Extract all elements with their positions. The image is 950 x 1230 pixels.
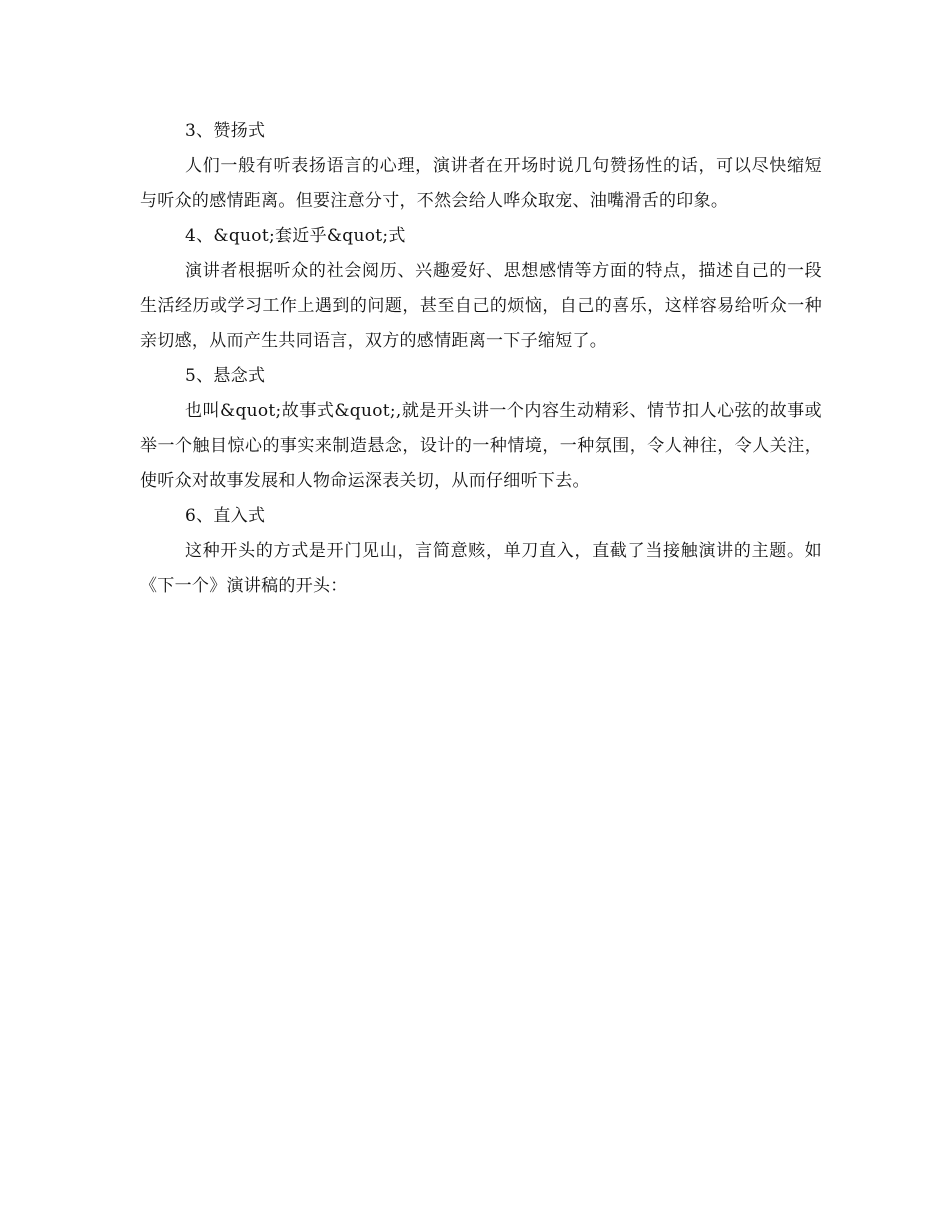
section-paragraph-5: 也叫&quot;故事式&quot;,就是开头讲一个内容生动精彩、情节扣人心弦的故事或举一个触目惊心的事实来制造悬念，设计的一种情境，一种氛围，令人神往，令人关注，使听众对故事发展和人物命运深表关切，从而仔细听下去。 (140, 401, 822, 491)
section-paragraph-4: 演讲者根据听众的社会阅历、兴趣爱好、思想感情等方面的特点，描述自己的一段生活经历或学习工作上遇到的问题，甚至自己的烦恼，自己的喜乐，这样容易给听众一种亲切感，从而产生共同语言，双方的感情距离一下子缩短了。 (140, 261, 822, 351)
section-heading-6: 6、直入式 (185, 506, 266, 526)
section-paragraph-6: 这种开头的方式是开门见山，言简意赅，单刀直入，直截了当接触演讲的主题。如《下一个》演讲稿的开头： (140, 541, 822, 596)
document-body (140, 114, 822, 604)
section-paragraph-3: 人们一般有听表扬语言的心理，演讲者在开场时说几句赞扬性的话，可以尽快缩短与听众的感情距离。但要注意分寸，不然会给人哗众取宠、油嘴滑舌的印象。 (140, 156, 822, 211)
section-heading-3: 3、赞扬式 (185, 121, 266, 141)
section-heading-4: 4、&quot;套近乎&quot;式 (185, 226, 406, 246)
section-heading-5: 5、悬念式 (185, 366, 266, 386)
